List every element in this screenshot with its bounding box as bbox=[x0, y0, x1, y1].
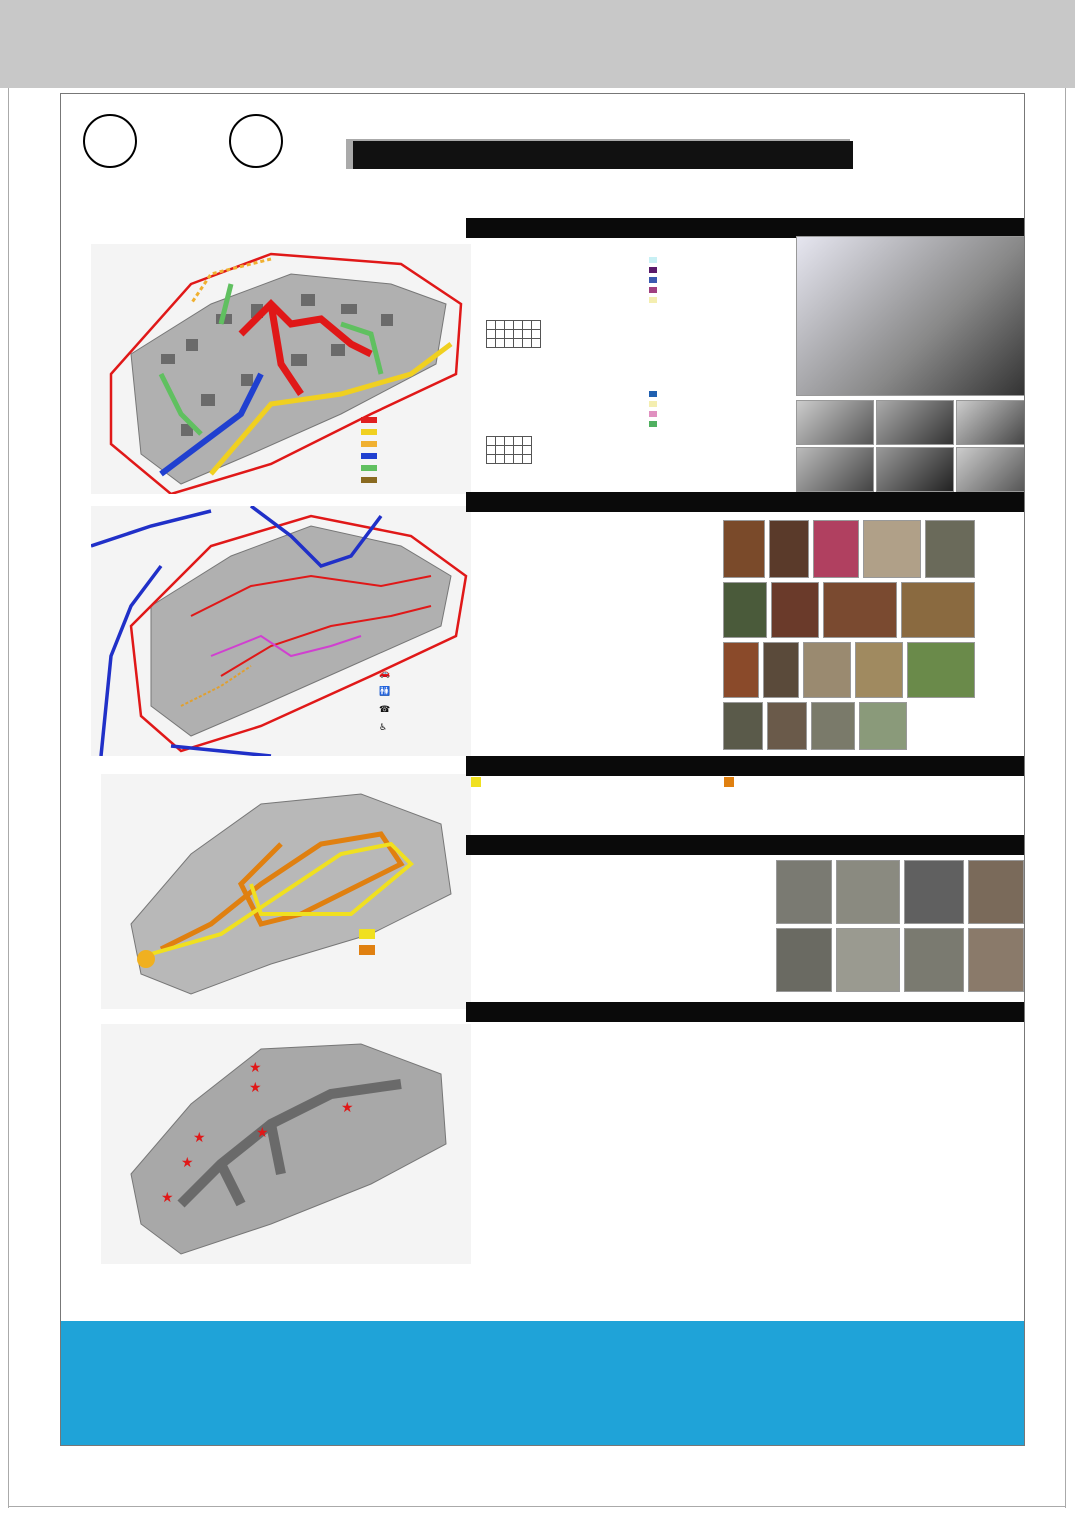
title-char-xin bbox=[229, 114, 283, 168]
legend-item bbox=[379, 687, 395, 697]
svg-text:★: ★ bbox=[256, 1125, 269, 1141]
map-scenic bbox=[101, 1024, 471, 1264]
svg-text:★: ★ bbox=[193, 1130, 206, 1146]
paving-photo bbox=[968, 860, 1024, 924]
legend-item bbox=[361, 477, 382, 483]
title-bar bbox=[353, 141, 853, 169]
title-char-gu bbox=[83, 114, 137, 168]
design-board bbox=[60, 93, 1025, 1446]
legend-swatch bbox=[361, 477, 377, 483]
paving-photo bbox=[904, 928, 964, 992]
legend-item bbox=[649, 420, 657, 430]
paving-photo bbox=[776, 860, 832, 924]
routes-section-bar bbox=[466, 756, 1025, 776]
model-photo bbox=[956, 400, 1025, 445]
route-swatch-orange bbox=[724, 777, 734, 787]
facility-photo bbox=[823, 582, 897, 638]
facility-photo bbox=[925, 520, 975, 578]
business-table-1 bbox=[486, 320, 541, 348]
legend-item bbox=[361, 441, 382, 447]
legend-item bbox=[649, 400, 657, 410]
svg-text:★: ★ bbox=[249, 1080, 262, 1096]
table-row bbox=[487, 339, 541, 348]
svg-text:★: ★ bbox=[249, 1060, 262, 1076]
legend-swatch bbox=[361, 465, 377, 471]
page-bottom-rule bbox=[8, 1506, 1066, 1507]
legend-swatch bbox=[361, 429, 377, 435]
facility-photo bbox=[803, 642, 851, 698]
facility-photo bbox=[859, 702, 907, 750]
svg-text:★: ★ bbox=[341, 1100, 354, 1116]
paving-right bbox=[631, 860, 781, 863]
plant-photo-grid bbox=[679, 1152, 1024, 1274]
legend-swatch bbox=[359, 945, 375, 955]
model-photo bbox=[956, 447, 1025, 492]
toilet-icon: 🚻 bbox=[379, 687, 391, 697]
legend-item bbox=[361, 429, 382, 435]
car-icon: 🚗 bbox=[379, 669, 391, 679]
legend-item bbox=[361, 417, 382, 423]
legend-swatch bbox=[359, 929, 375, 939]
paving-photo bbox=[776, 928, 832, 992]
legend-item bbox=[649, 276, 657, 286]
paving-photo bbox=[836, 860, 900, 924]
paving-photo bbox=[904, 860, 964, 924]
route-swatch-yellow bbox=[471, 777, 481, 787]
legend-item bbox=[359, 945, 380, 955]
svg-text:★: ★ bbox=[181, 1155, 194, 1171]
legend-item bbox=[379, 669, 395, 679]
legend-swatch bbox=[361, 417, 377, 423]
paving-photo bbox=[836, 928, 900, 992]
business-section-bar bbox=[466, 218, 1025, 238]
header-band bbox=[0, 0, 1075, 88]
facility-photo bbox=[771, 582, 819, 638]
rest-icon: ♿ bbox=[379, 723, 388, 733]
phone-icon: ☎ bbox=[379, 705, 391, 715]
scenic-section-bar bbox=[466, 1002, 1025, 1022]
table-row bbox=[487, 330, 541, 339]
business-legend-1 bbox=[649, 256, 657, 306]
legend-item bbox=[649, 256, 657, 266]
legend-item bbox=[359, 929, 380, 939]
business-table-2 bbox=[486, 436, 532, 464]
facility-photo bbox=[901, 582, 975, 638]
table-row bbox=[487, 455, 532, 464]
table-row bbox=[487, 321, 541, 330]
model-photo bbox=[796, 400, 874, 445]
table-row bbox=[487, 446, 532, 455]
facility-photo bbox=[763, 642, 799, 698]
paving-section-bar bbox=[466, 835, 1025, 855]
facility-photo bbox=[723, 642, 759, 698]
legend-item bbox=[361, 453, 382, 459]
business-pies bbox=[486, 244, 726, 319]
facility-photo bbox=[811, 702, 855, 750]
legend-item bbox=[649, 266, 657, 276]
facility-photo bbox=[907, 642, 975, 698]
facility-photo bbox=[863, 520, 921, 578]
facility-photo bbox=[723, 520, 765, 578]
legend-item bbox=[361, 465, 382, 471]
table-row bbox=[487, 437, 532, 446]
model-photo-large bbox=[796, 236, 1025, 396]
facility-photo bbox=[769, 520, 809, 578]
legend-item bbox=[379, 723, 392, 733]
facility-photo bbox=[767, 702, 807, 750]
paving-photo bbox=[968, 928, 1024, 992]
legend-item bbox=[379, 705, 395, 715]
legend-swatch bbox=[361, 453, 377, 459]
svg-text:★: ★ bbox=[161, 1190, 174, 1206]
paving-left bbox=[481, 860, 631, 863]
conclusion-band bbox=[61, 1321, 1025, 1446]
legend-item bbox=[649, 390, 657, 400]
legend-swatch bbox=[361, 441, 377, 447]
legend-item bbox=[649, 410, 657, 420]
model-photo bbox=[876, 447, 954, 492]
facility-photo bbox=[723, 582, 767, 638]
map-facilities bbox=[91, 506, 471, 756]
model-photo bbox=[876, 400, 954, 445]
facility-photo bbox=[855, 642, 903, 698]
business-legend-2 bbox=[649, 390, 657, 430]
facility-photo bbox=[813, 520, 859, 578]
model-photo bbox=[796, 447, 874, 492]
map-tour-area bbox=[91, 244, 471, 494]
legend-item bbox=[649, 286, 657, 296]
facility-photo bbox=[723, 702, 763, 750]
facilities-text bbox=[486, 518, 716, 522]
facilities-section-bar bbox=[466, 492, 1025, 512]
legend-item bbox=[649, 296, 657, 306]
map-route bbox=[101, 774, 471, 1009]
